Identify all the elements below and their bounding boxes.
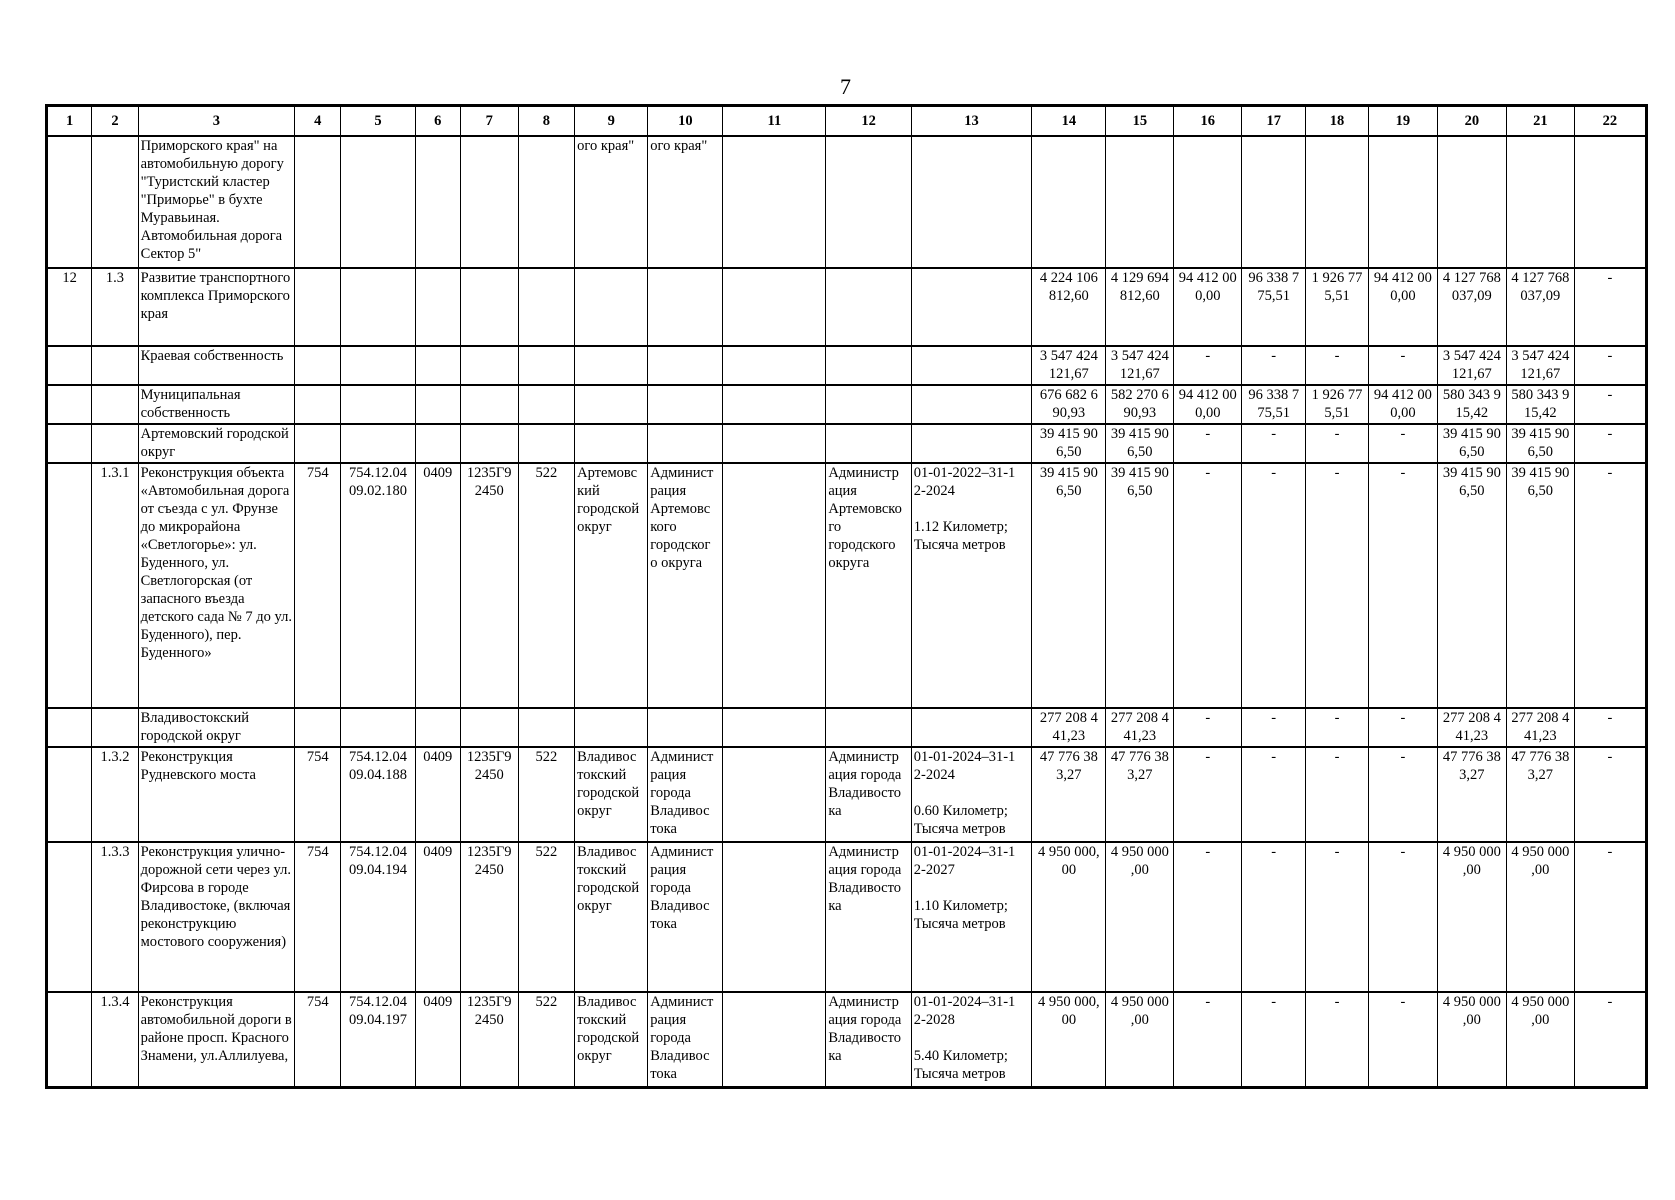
cell-col-13 <box>911 385 1031 424</box>
cell-col-4 <box>295 268 341 346</box>
cell-col-15: 4 950 000 ,00 <box>1106 992 1174 1087</box>
cell-col-22: - <box>1574 842 1646 992</box>
cell-col-15: 47 776 38 3,27 <box>1106 747 1174 842</box>
cell-col-13: 01-01-2024–31-1 2-2028 5.40 Километр; Тысяча метров <box>911 992 1031 1087</box>
cell-col-18: 1 926 77 5,51 <box>1306 385 1369 424</box>
table-row <box>47 992 1647 1087</box>
cell-col-18: - <box>1306 747 1369 842</box>
cell-col-19: - <box>1368 463 1437 708</box>
cell-col-14: 47 776 38 3,27 <box>1032 747 1106 842</box>
cell-col-16: - <box>1174 992 1242 1087</box>
cell-col-15: 39 415 90 6,50 <box>1106 463 1174 708</box>
table-row <box>47 346 1647 385</box>
cell-col-12: Администр ация города Владивосто ка <box>826 747 911 842</box>
cell-col-4 <box>295 346 341 385</box>
cell-col-2 <box>92 346 138 385</box>
cell-col-9 <box>575 346 648 385</box>
cell-col-5 <box>341 346 415 385</box>
cell-col-7 <box>460 346 518 385</box>
cell-col-19 <box>1368 136 1437 268</box>
cell-col-4: 754 <box>295 992 341 1087</box>
cell-col-15: 3 547 424 121,67 <box>1106 346 1174 385</box>
cell-col-18: - <box>1306 842 1369 992</box>
header-row <box>47 106 1647 137</box>
cell-col-16: - <box>1174 747 1242 842</box>
cell-col-2 <box>92 424 138 463</box>
cell-col-4 <box>295 136 341 268</box>
cell-col-21 <box>1506 136 1574 268</box>
cell-col-22: - <box>1574 708 1646 747</box>
cell-col-12: Администр ация Артемовско го городского округа <box>826 463 911 708</box>
cell-col-5 <box>341 268 415 346</box>
cell-col-7: 1235Г9 2450 <box>460 992 518 1087</box>
cell-col-20: 47 776 38 3,27 <box>1437 747 1506 842</box>
cell-col-14: 676 682 6 90,93 <box>1032 385 1106 424</box>
cell-col-18: - <box>1306 708 1369 747</box>
cell-col-3: Реконструкция Рудневского моста <box>138 747 294 842</box>
cell-col-8: 522 <box>518 747 575 842</box>
cell-col-3: Краевая собственность <box>138 346 294 385</box>
cell-col-11 <box>723 463 826 708</box>
cell-col-1 <box>47 385 92 424</box>
cell-col-9: Владивос токский городской округ <box>575 992 648 1087</box>
cell-col-3: Реконструкция улично-дорожной сети через ул. Фирсова в городе Владивостоке, (включая реконструкцию мостового сооружения) <box>138 842 294 992</box>
cell-col-6: 0409 <box>415 463 460 708</box>
cell-col-22: - <box>1574 268 1646 346</box>
cell-col-17: - <box>1242 747 1306 842</box>
cell-col-2: 1.3 <box>92 268 138 346</box>
header-cell-20: 20 <box>1437 106 1506 137</box>
cell-col-5 <box>341 385 415 424</box>
cell-col-3: Приморского края" на автомобильную дорогу "Туристский кластер "Приморье" в бухте Муравьиная. Автомобильная дорога Сектор 5" <box>138 136 294 268</box>
cell-col-12 <box>826 424 911 463</box>
cell-col-15: 277 208 4 41,23 <box>1106 708 1174 747</box>
cell-col-17: 96 338 7 75,51 <box>1242 268 1306 346</box>
cell-col-21: 3 547 424 121,67 <box>1506 346 1574 385</box>
cell-col-7 <box>460 708 518 747</box>
cell-col-7 <box>460 136 518 268</box>
cell-col-9: ого края" <box>575 136 648 268</box>
cell-col-3: Реконструкция автомобильной дороги в районе просп. Красного Знамени, ул.Аллилуева, <box>138 992 294 1087</box>
cell-col-11 <box>723 842 826 992</box>
cell-col-10: Админист рация Артемовс кого городског о округа <box>648 463 723 708</box>
cell-col-7: 1235Г9 2450 <box>460 747 518 842</box>
cell-col-15: 582 270 6 90,93 <box>1106 385 1174 424</box>
cell-col-19: - <box>1368 424 1437 463</box>
header-cell-15: 15 <box>1106 106 1174 137</box>
cell-col-6 <box>415 268 460 346</box>
cell-col-13: 01-01-2024–31-1 2-2027 1.10 Километр; Тысяча метров <box>911 842 1031 992</box>
cell-col-20: 39 415 90 6,50 <box>1437 424 1506 463</box>
cell-col-18: - <box>1306 463 1369 708</box>
cell-col-12 <box>826 385 911 424</box>
cell-col-2 <box>92 385 138 424</box>
cell-col-12 <box>826 136 911 268</box>
cell-col-20: 4 950 000 ,00 <box>1437 992 1506 1087</box>
cell-col-4: 754 <box>295 747 341 842</box>
cell-col-7 <box>460 424 518 463</box>
cell-col-1 <box>47 136 92 268</box>
cell-col-4 <box>295 708 341 747</box>
cell-col-22: - <box>1574 346 1646 385</box>
cell-col-6 <box>415 136 460 268</box>
header-cell-18: 18 <box>1306 106 1369 137</box>
cell-col-2: 1.3.3 <box>92 842 138 992</box>
cell-col-9 <box>575 424 648 463</box>
cell-col-20 <box>1437 136 1506 268</box>
cell-col-3: Развитие транспортного комплекса Приморского края <box>138 268 294 346</box>
cell-col-21: 47 776 38 3,27 <box>1506 747 1574 842</box>
cell-col-14: 39 415 90 6,50 <box>1032 424 1106 463</box>
cell-col-8: 522 <box>518 463 575 708</box>
cell-col-3: Муниципальная собственность <box>138 385 294 424</box>
cell-col-8 <box>518 424 575 463</box>
cell-col-18: - <box>1306 424 1369 463</box>
cell-col-10 <box>648 708 723 747</box>
budget-table <box>45 104 1648 1089</box>
cell-col-11 <box>723 136 826 268</box>
cell-col-6 <box>415 708 460 747</box>
cell-col-5 <box>341 136 415 268</box>
cell-col-22: - <box>1574 385 1646 424</box>
cell-col-20: 3 547 424 121,67 <box>1437 346 1506 385</box>
cell-col-6: 0409 <box>415 992 460 1087</box>
cell-col-11 <box>723 385 826 424</box>
cell-col-7 <box>460 268 518 346</box>
cell-col-22 <box>1574 136 1646 268</box>
cell-col-12 <box>826 268 911 346</box>
cell-col-10: Админист рация города Владивос тока <box>648 842 723 992</box>
header-cell-17: 17 <box>1242 106 1306 137</box>
cell-col-2: 1.3.2 <box>92 747 138 842</box>
cell-col-19: - <box>1368 346 1437 385</box>
cell-col-5: 754.12.04 09.02.180 <box>341 463 415 708</box>
cell-col-19: - <box>1368 708 1437 747</box>
cell-col-13 <box>911 346 1031 385</box>
cell-col-1 <box>47 992 92 1087</box>
cell-col-14 <box>1032 136 1106 268</box>
cell-col-16: - <box>1174 463 1242 708</box>
cell-col-4 <box>295 385 341 424</box>
table-row <box>47 268 1647 346</box>
header-cell-6: 6 <box>415 106 460 137</box>
table-row <box>47 424 1647 463</box>
cell-col-6: 0409 <box>415 747 460 842</box>
cell-col-6 <box>415 385 460 424</box>
cell-col-11 <box>723 268 826 346</box>
cell-col-1 <box>47 463 92 708</box>
header-cell-12: 12 <box>826 106 911 137</box>
header-cell-3: 3 <box>138 106 294 137</box>
cell-col-20: 4 127 768 037,09 <box>1437 268 1506 346</box>
cell-col-16: 94 412 00 0,00 <box>1174 385 1242 424</box>
cell-col-14: 39 415 90 6,50 <box>1032 463 1106 708</box>
cell-col-12 <box>826 346 911 385</box>
cell-col-22: - <box>1574 424 1646 463</box>
cell-col-5: 754.12.04 09.04.197 <box>341 992 415 1087</box>
table-row <box>47 385 1647 424</box>
cell-col-1: 12 <box>47 268 92 346</box>
cell-col-11 <box>723 747 826 842</box>
header-cell-10: 10 <box>648 106 723 137</box>
cell-col-17: - <box>1242 708 1306 747</box>
cell-col-4 <box>295 424 341 463</box>
cell-col-11 <box>723 424 826 463</box>
cell-col-6 <box>415 346 460 385</box>
cell-col-15: 4 950 000 ,00 <box>1106 842 1174 992</box>
table-row <box>47 708 1647 747</box>
cell-col-19: 94 412 00 0,00 <box>1368 268 1437 346</box>
table-row <box>47 463 1647 708</box>
cell-col-19: 94 412 00 0,00 <box>1368 385 1437 424</box>
cell-col-16: - <box>1174 424 1242 463</box>
cell-col-6: 0409 <box>415 842 460 992</box>
cell-col-2: 1.3.1 <box>92 463 138 708</box>
cell-col-2: 1.3.4 <box>92 992 138 1087</box>
cell-col-11 <box>723 992 826 1087</box>
cell-col-20: 277 208 4 41,23 <box>1437 708 1506 747</box>
cell-col-20: 580 343 9 15,42 <box>1437 385 1506 424</box>
cell-col-7 <box>460 385 518 424</box>
header-cell-4: 4 <box>295 106 341 137</box>
cell-col-21: 277 208 4 41,23 <box>1506 708 1574 747</box>
cell-col-22: - <box>1574 463 1646 708</box>
cell-col-3: Артемовский городской округ <box>138 424 294 463</box>
header-cell-2: 2 <box>92 106 138 137</box>
cell-col-13 <box>911 268 1031 346</box>
cell-col-10 <box>648 385 723 424</box>
cell-col-20: 4 950 000 ,00 <box>1437 842 1506 992</box>
cell-col-16: - <box>1174 708 1242 747</box>
cell-col-4: 754 <box>295 463 341 708</box>
cell-col-5 <box>341 424 415 463</box>
cell-col-1 <box>47 708 92 747</box>
cell-col-10 <box>648 268 723 346</box>
cell-col-9 <box>575 385 648 424</box>
cell-col-21: 4 950 000 ,00 <box>1506 842 1574 992</box>
cell-col-10 <box>648 424 723 463</box>
table-body <box>47 136 1647 1087</box>
cell-col-14: 4 950 000, 00 <box>1032 992 1106 1087</box>
header-cell-8: 8 <box>518 106 575 137</box>
cell-col-9 <box>575 708 648 747</box>
cell-col-18: 1 926 77 5,51 <box>1306 268 1369 346</box>
page-number: 7 <box>840 74 851 99</box>
cell-col-14: 277 208 4 41,23 <box>1032 708 1106 747</box>
cell-col-19: - <box>1368 992 1437 1087</box>
cell-col-17: 96 338 7 75,51 <box>1242 385 1306 424</box>
cell-col-1 <box>47 346 92 385</box>
cell-col-9: Владивос токский городской округ <box>575 842 648 992</box>
table-row <box>47 842 1647 992</box>
cell-col-16 <box>1174 136 1242 268</box>
cell-col-16: - <box>1174 842 1242 992</box>
cell-col-21: 39 415 90 6,50 <box>1506 424 1574 463</box>
cell-col-4: 754 <box>295 842 341 992</box>
header-cell-16: 16 <box>1174 106 1242 137</box>
cell-col-8 <box>518 708 575 747</box>
cell-col-18 <box>1306 136 1369 268</box>
cell-col-8 <box>518 136 575 268</box>
cell-col-13: 01-01-2022–31-1 2-2024 1.12 Километр; Тысяча метров <box>911 463 1031 708</box>
table-row <box>47 136 1647 268</box>
header-cell-7: 7 <box>460 106 518 137</box>
cell-col-21: 4 127 768 037,09 <box>1506 268 1574 346</box>
cell-col-8 <box>518 385 575 424</box>
cell-col-17: - <box>1242 346 1306 385</box>
cell-col-11 <box>723 346 826 385</box>
header-cell-19: 19 <box>1368 106 1437 137</box>
cell-col-10: Админист рация города Владивос тока <box>648 747 723 842</box>
cell-col-13: 01-01-2024–31-1 2-2024 0.60 Километр; Тысяча метров <box>911 747 1031 842</box>
cell-col-8: 522 <box>518 992 575 1087</box>
cell-col-5: 754.12.04 09.04.188 <box>341 747 415 842</box>
cell-col-21: 580 343 9 15,42 <box>1506 385 1574 424</box>
cell-col-2 <box>92 708 138 747</box>
cell-col-18: - <box>1306 992 1369 1087</box>
cell-col-17: - <box>1242 992 1306 1087</box>
cell-col-5 <box>341 708 415 747</box>
table-row <box>47 747 1647 842</box>
cell-col-22: - <box>1574 747 1646 842</box>
cell-col-16: - <box>1174 346 1242 385</box>
cell-col-14: 4 950 000, 00 <box>1032 842 1106 992</box>
cell-col-12 <box>826 708 911 747</box>
cell-col-7: 1235Г9 2450 <box>460 842 518 992</box>
cell-col-21: 4 950 000 ,00 <box>1506 992 1574 1087</box>
cell-col-12: Администр ация города Владивосто ка <box>826 842 911 992</box>
cell-col-17: - <box>1242 424 1306 463</box>
header-cell-9: 9 <box>575 106 648 137</box>
cell-col-6 <box>415 424 460 463</box>
cell-col-18: - <box>1306 346 1369 385</box>
cell-col-1 <box>47 424 92 463</box>
cell-col-14: 4 224 106 812,60 <box>1032 268 1106 346</box>
header-cell-14: 14 <box>1032 106 1106 137</box>
cell-col-2 <box>92 136 138 268</box>
header-cell-11: 11 <box>723 106 826 137</box>
cell-col-3: Владивостокский городской округ <box>138 708 294 747</box>
header-cell-21: 21 <box>1506 106 1574 137</box>
cell-col-10: Админист рация города Владивос тока <box>648 992 723 1087</box>
cell-col-21: 39 415 90 6,50 <box>1506 463 1574 708</box>
cell-col-1 <box>47 842 92 992</box>
cell-col-8 <box>518 268 575 346</box>
cell-col-1 <box>47 747 92 842</box>
header-cell-22: 22 <box>1574 106 1646 137</box>
cell-col-9: Владивос токский городской округ <box>575 747 648 842</box>
cell-col-20: 39 415 90 6,50 <box>1437 463 1506 708</box>
cell-col-13 <box>911 708 1031 747</box>
cell-col-8: 522 <box>518 842 575 992</box>
cell-col-19: - <box>1368 842 1437 992</box>
cell-col-13 <box>911 424 1031 463</box>
cell-col-8 <box>518 346 575 385</box>
cell-col-19: - <box>1368 747 1437 842</box>
cell-col-9 <box>575 268 648 346</box>
cell-col-15: 39 415 90 6,50 <box>1106 424 1174 463</box>
header-cell-13: 13 <box>911 106 1031 137</box>
cell-col-11 <box>723 708 826 747</box>
cell-col-13 <box>911 136 1031 268</box>
cell-col-14: 3 547 424 121,67 <box>1032 346 1106 385</box>
header-cell-5: 5 <box>341 106 415 137</box>
cell-col-17 <box>1242 136 1306 268</box>
cell-col-15 <box>1106 136 1174 268</box>
cell-col-7: 1235Г9 2450 <box>460 463 518 708</box>
cell-col-9: Артемовс кий городской округ <box>575 463 648 708</box>
cell-col-22: - <box>1574 992 1646 1087</box>
header-cell-1: 1 <box>47 106 92 137</box>
cell-col-17: - <box>1242 463 1306 708</box>
cell-col-15: 4 129 694 812,60 <box>1106 268 1174 346</box>
cell-col-16: 94 412 00 0,00 <box>1174 268 1242 346</box>
cell-col-10: ого края" <box>648 136 723 268</box>
cell-col-17: - <box>1242 842 1306 992</box>
cell-col-5: 754.12.04 09.04.194 <box>341 842 415 992</box>
cell-col-10 <box>648 346 723 385</box>
cell-col-12: Администр ация города Владивосто ка <box>826 992 911 1087</box>
cell-col-3: Реконструкция объекта «Автомобильная дорога от съезда с ул. Фрунзе до микрорайона «Светлогорье»: ул. Буденного, ул. Светлогорская (от запасного въезда детского сада № 7 до ул. Буденного), пер. Буденного» <box>138 463 294 708</box>
